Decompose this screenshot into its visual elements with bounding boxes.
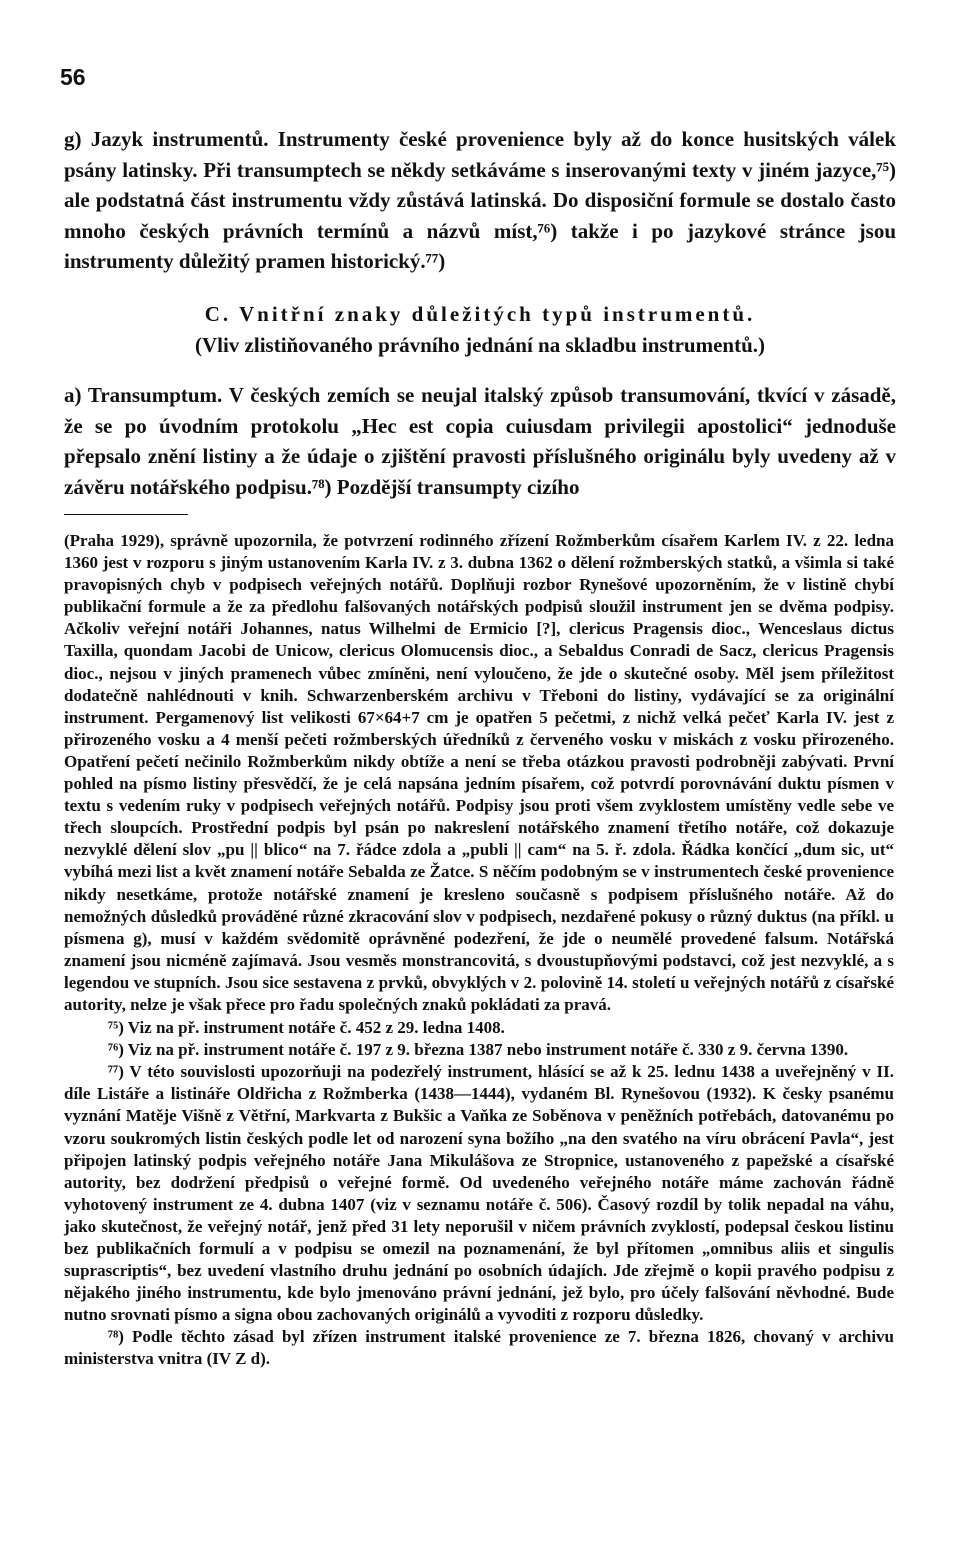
footnote-77: ⁷⁷) V této souvislosti upozorňuji na podezřelý instrument, hlásící se až k 25. lednu 1438 a uveřejněný v II. díle Listáře a listináře Oldřicha z Rožmberka (1438—1444), vydaném Bl. Rynešovou (1932). K česky psanému vyznání Matěje Višně z Větřní, Markvarta z Bukšic a Vaňka ze Soběnova v peněžních potřebách, datovanému po vzoru soukromých listin českých podle let od narození syna božího „na den svatého na víru obrácení Pavla“, jest připojen latinský podpis veřejného notáře Jana Mikulášova ze Stropnice, ustanoveného z papežské a císařské autority, bez dodržení předpisů o veřejné formě. Od uvedeného veřejného notáře máme zachován řádně vyhotovený instrument ze 4. dubna 1407 (viz v seznamu notáře č. 506). Časový rozdíl by tolik nepadal na váhu, jako skutečnost, že veřejný notář, jenž před 31 lety neporušil v ničem právních zvyklostí, podepsal českou listinu bez publikačních formulí a v podpisu se omezil na poznamenání, že byl přítomen „omnibus aliis et singulis suprascriptis“, bez uvedení vlastního druhu jednání po osobních údajích. Jde zřejmě o kopii pravého podpisu z nějakého jiného instrumentu, kde bylo jmenováno právní jednání, jež bylo, pro účely falšování něvhodné. Bude nutno srovnati písmo a signa obou zachovaných originálů a vyvoditi z rozporu důsledky. [64,1062,894,1325]
footnote-78: ⁷⁸) Podle těchto zásad byl zřízen instrument italské provenience ze 7. března 1826, chovaný v archivu ministerstva vnitra (IV Z d). [64,1327,894,1369]
section-heading: C. Vnitřní znaky důležitých typů instrumentů. [204,301,756,326]
paragraph-g: g) Jazyk instrumentů. Instrumenty české provenience byly až do konce husitských válek psány latinsky. Při transumptech se někdy setkáváme s inserovanými texty v jiném jazyce,⁷⁵) ale podstatná část instrumentu vždy zůstává latinská. Do disposiční formule se dostalo často mnoho českých právních termínů a názvů míst,⁷⁶) takže i po jazykové stránce jsou instrumenty důležitý pramen historický.⁷⁷) [64,127,896,274]
page-number: 56 [60,64,86,90]
footnote-76: ⁷⁶) Viz na př. instrument notáře č. 197 z 9. března 1387 nebo instrument notáře č. 330 z 9. června 1390. [108,1040,849,1060]
footnote-divider [64,514,188,515]
footnotes [64,530,894,1371]
footnote-continuation: (Praha 1929), správně upozornila, že potvrzení rodinného zřízení Rožmberkům císařem Karlem IV. z 22. ledna 1360 jest v rozporu s jiným ustanovením Karla IV. z 3. dubna 1362 o dělení rožmberských statků, a všimla si také pravopisných chyb v podpisech veřejných notářů. Doplňuji rozbor Rynešové upozorněním, že v listině chybí publikační formule a že za předlohu falšovaných notářských podpisů sloužil instrument jen se dvěma podpisy. Ačkoliv veřejní notáři Johannes, natus Wilhelmi de Ermicio [?], clericus Pragensis dioc., Wenceslaus dictus Taxilla, quondam Jacobi de Unicow, clericus Olomucensis dioc., a Sebaldus Conradi de Sacz, clericus Pragensis dioc., nejsou v jiných pramenech vůbec zmíněni, není vyloučeno, že jde o skutečné osoby. Měl jsem příležitost dodatečně nahlédnouti v knih. Schwarzenberském archivu v Třeboni do listiny, vydávající se za originální instrument. Pergamenový list velikosti 67×64+7 cm je opatřen 5 pečetmi, z nichž velká pečeť Karla IV. jest z přirozeného vosku a 4 menší pečeti rožmberských úředníků z červeného vosku v miskách z vosku přirozeného. Opatření pečetí nečinilo Rožmberkům nikdy obtíže a není se třeba otázkou pravosti podrobněji zabývati. První pohled na písmo listiny přesvědčí, že je celá napsána jedním písařem, což potvrdí porovnávání duktu písmen v textu s vedením ruky v podpisech veřejných notářů. Podpisy jsou proti všem zvyklostem umístěny vedle sebe ve třech sloupcích. Prostřední podpis byl psán po nakreslení notářského znamení třetího notáře, což dokazuje nezvyklé dělení slov „pu || blico“ na 7. řádce zdola a „publi || cam“ na 5. ř. zdola. Řádka končící „dum sic, ut“ vybíhá mezi list a květ znamení notáře Sebalda ze Žatce. S něčím podobným se v instrumentech české provenience nikdy nesetkáme, protože notářské znamení je kresleno současně s podpisem příslušného notáře. Až do nemožných důsledků prováděné různé zkracování slov v podpisech, nezdařené pokusy o různý duktus (na příkl. u písmena g), musí v každém svědomitě oprávněné podezření, že jde o neumělé provedené falsum. Notářská znamení jsou nicméně zajímavá. Jsou vesměs monstrancovitá, s dvoustupňovými podstavci, což jest nezvyklé, a s legendou ve stupních. Jsou sice sestavena z prvků, obvyklých v 2. polovině 14. století u veřejných notářů z císařské autority, nelze je však přece pro řadu společných znaků pokládati za pravá. [64,531,894,1014]
footnote-75: ⁷⁵) Viz na př. instrument notáře č. 452 z 29. ledna 1408. [108,1018,505,1038]
section-subheading: (Vliv zlistiňovaného právního jednání na skladbu instrumentů.) [194,332,766,357]
section-heading-block [64,299,896,360]
paragraph-a: a) Transumptum. V českých zemích se neujal italský způsob transumování, tkvící v zásadě, že se po úvodním protokolu „Hec est copia cuiusdam privilegii apostolici“ jednoduše přepsalo znění listiny a že údaje o zjištění pravosti příslušného originálu byly uvedeny až v závěru notářského podpisu.⁷⁸) Pozdější transumpty cizího [64,383,896,499]
main-text [64,124,896,503]
